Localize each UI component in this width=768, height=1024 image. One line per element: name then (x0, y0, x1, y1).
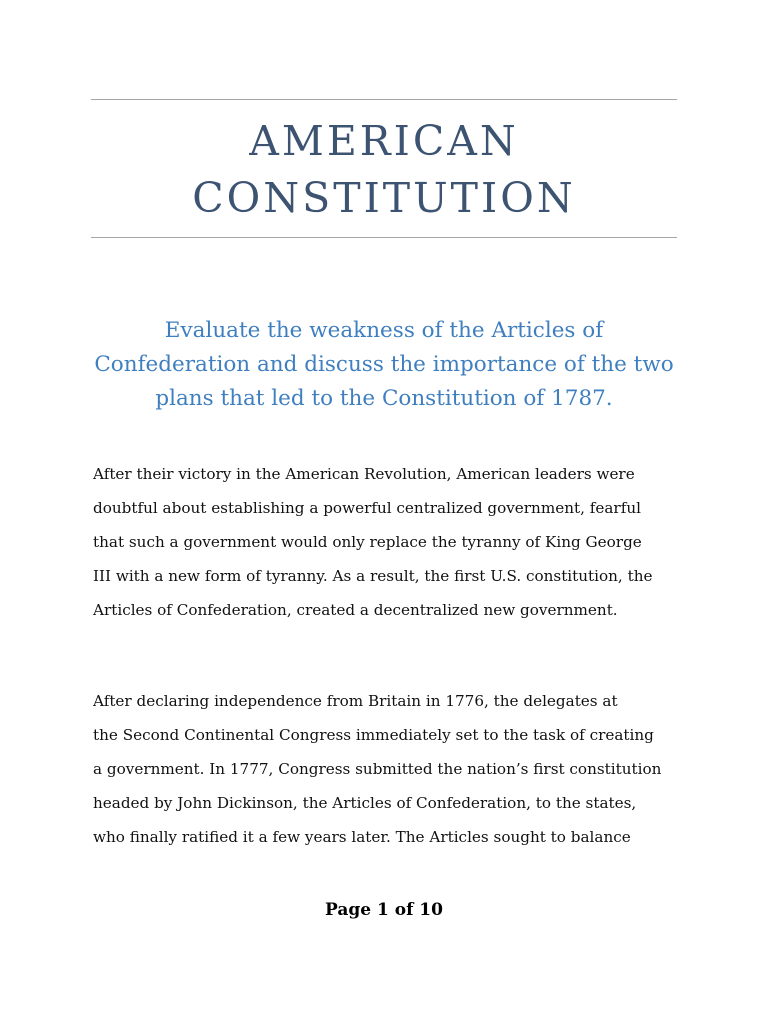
title-bottom-rule (91, 237, 677, 238)
paragraph-line: III with a new form of tyranny. As a result, the first U.S. constitution, the (93, 567, 653, 585)
paragraph-line: After their victory in the American Revolution, American leaders were (93, 465, 635, 483)
page-title (91, 113, 677, 227)
title-line-1: AMERICAN (249, 117, 519, 165)
body-paragraph-2 (93, 684, 677, 854)
paragraph-line: that such a government would only replace the tyranny of King George (93, 533, 642, 551)
paragraph-line: who finally ratified it a few years later. The Articles sought to balance (93, 828, 631, 846)
essay-question: Evaluate the weakness of the Articles of Confederation and discuss the importance of the two plans that led to the Constitution of 1787. (94, 318, 674, 411)
paragraph-line: headed by John Dickinson, the Articles of Confederation, to the states, (93, 794, 637, 812)
paragraph-line: doubtful about establishing a powerful centralized government, fearful (93, 499, 641, 517)
paragraph-line: Articles of Confederation, created a decentralized new government. (93, 601, 618, 619)
paragraph-line: After declaring independence from Britain in 1776, the delegates at (93, 692, 618, 710)
title-top-rule (91, 99, 677, 100)
paragraph-line: the Second Continental Congress immediately set to the task of creating (93, 726, 654, 744)
body-paragraph-1 (93, 457, 677, 627)
paragraph-line: a government. In 1777, Congress submitted the nation’s first constitution (93, 760, 662, 778)
title-line-2: CONSTITUTION (192, 174, 576, 222)
page-number: Page 1 of 10 (325, 900, 443, 920)
